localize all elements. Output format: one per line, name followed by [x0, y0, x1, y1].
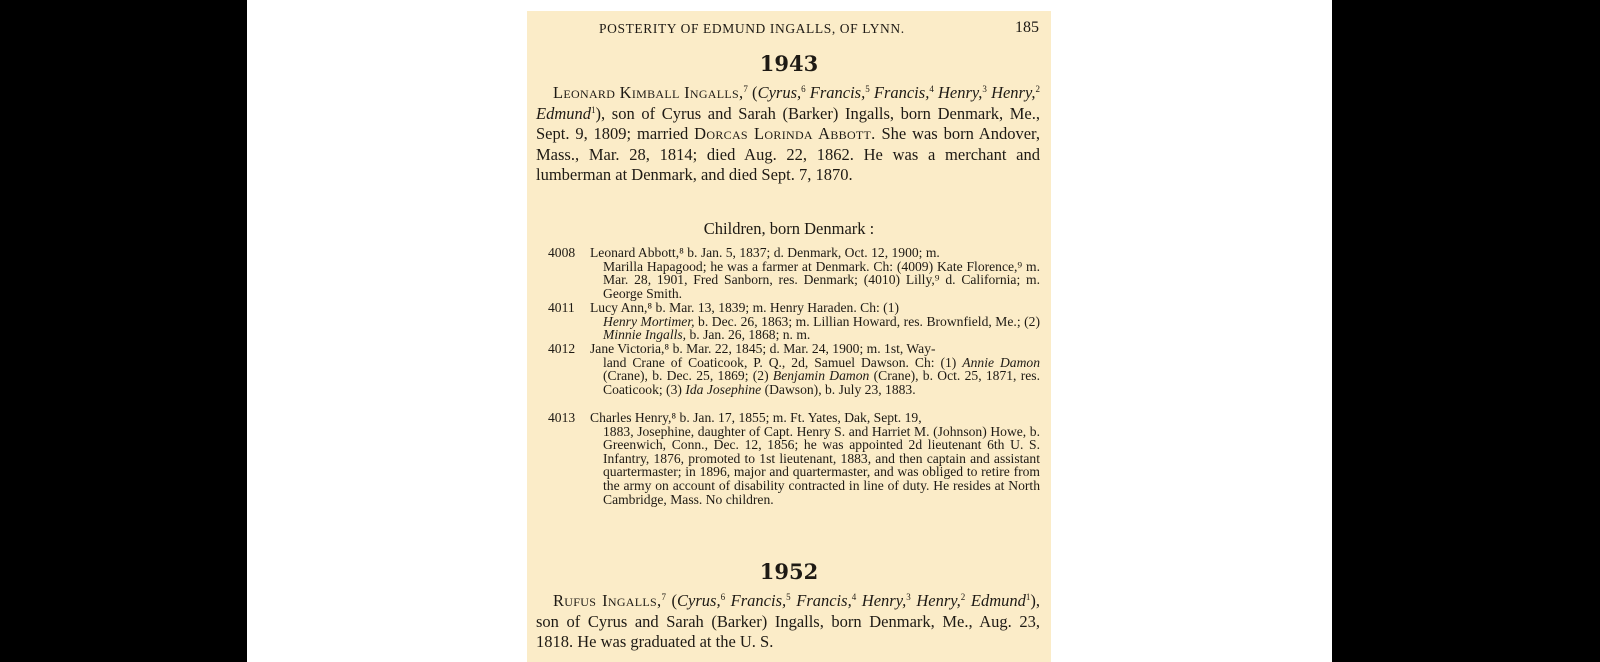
children-heading: Children, born Denmark :	[703, 219, 875, 238]
child-entry-4008	[548, 246, 1040, 300]
child-name: Henry Mortimer,	[603, 313, 695, 329]
generation-sup: 7	[743, 84, 748, 94]
ancestor: Francis,	[873, 83, 930, 102]
ancestor: Henry,	[916, 591, 961, 610]
generation-sup: 2	[1035, 84, 1041, 94]
person-name: Leonard Kimball Ingalls,	[553, 83, 744, 102]
generation-sup: 3	[906, 592, 911, 602]
book-page	[527, 11, 1051, 662]
child-details	[548, 315, 1040, 342]
spouse-name: Dorcas Lorinda Abbott.	[694, 124, 876, 144]
ancestor: Edmund	[536, 103, 591, 123]
child-id: 4008	[548, 245, 576, 260]
child-first-line: Charles Henry,⁸ b. Jan. 17, 1855; m. Ft. Yates, Dak, Sept. 19,	[590, 410, 922, 425]
ancestor: Cyrus,	[757, 83, 802, 102]
child-first-line: Leonard Abbott,⁸ b. Jan. 5, 1837; d. Denmark, Oct. 12, 1900; m.	[590, 245, 940, 260]
child-id: 4013	[548, 410, 576, 425]
generation-sup: 1	[1025, 592, 1031, 602]
child-id: 4012	[548, 341, 576, 356]
child-text: (Crane), b. Oct. 25, 1871, res. Coaticook; (3)	[603, 368, 1040, 397]
child-first-line: Jane Victoria,⁸ b. Mar. 22, 1845; d. Mar. 24, 1900; m. 1st, Way-	[590, 341, 936, 356]
running-header	[527, 20, 1051, 40]
record-text: ), son of Cyrus and Sarah (Barker) Ingalls, born Denmark, Me., Aug. 23, 1818. He was graduated at the U. S.	[536, 591, 1041, 652]
child-text: (Crane), b. Dec. 25, 1869; (2)	[603, 368, 773, 384]
ancestor: Francis,	[796, 591, 852, 610]
child-text: b. Jan. 26, 1868; n. m.	[686, 327, 811, 343]
child-name: Ida Josephine	[685, 381, 762, 397]
generation-sup: 6	[801, 84, 806, 94]
record-1943-paragraph: Leonard Kimball Ingalls,$^7$ (Cyrus,$^6$ Francis,$^5$ Francis,$^4$ Henry,$^3$ Henry,$^2$ Edmund$^1$), son of Cyrus and Sarah (Barker) Ingalls, born Denmark, Me., Sept. 9, 1809; married Dorcas Lorinda Abbott. She was born Andover, Mass., Mar. 28, 1814; died Aug. 22, 1862. He was a merchant and lumberman at Denmark, and died Sept. 7, 1870.	[536, 83, 1041, 185]
generation-sup: 7	[661, 592, 666, 602]
generation-sup: 4	[851, 592, 857, 602]
child-details: 1883, Josephine, daughter of Capt. Henry S. and Harriet M. (Johnson) Howe, b. Greenwich, Conn., Dec. 12, 1856; he was appointed 2d lieutenant 6th U. S. Infantry, 1876, promoted to 1st lieutenant, 1883, and then captain and assistant quartermaster; in 1896, major and quartermaster, and was obliged to retire from the army on account of disability contracted in line of duty. He resides at North Cambridge, Mass. No children.	[603, 423, 1040, 507]
record-text: She was born Andover, Mass., Mar. 28, 1814; died Aug. 22, 1862. He was a merchant and lumberman at Denmark, and died Sept. 7, 1870.	[536, 124, 1040, 185]
person-name: Rufus Ingalls,	[553, 591, 662, 610]
child-text: b. Dec. 26, 1863; m. Lillian Howard, res. Brownfield, Me.; (2)	[694, 313, 1040, 329]
generation-sup: 5	[865, 84, 870, 94]
page-number: 185	[1015, 19, 1039, 36]
child-details	[548, 356, 1040, 397]
child-text: (Dawson), b. July 23, 1883.	[761, 381, 916, 397]
ancestor: Henry,	[991, 83, 1036, 102]
child-entry-4012	[548, 342, 1040, 396]
child-name: Minnie Ingalls,	[603, 327, 687, 343]
ancestor: Edmund	[970, 591, 1026, 610]
child-entry-4013	[548, 411, 1040, 506]
ancestor: Henry,	[861, 591, 907, 610]
ancestor: Francis,	[809, 83, 866, 102]
child-entry-4011	[548, 301, 1040, 342]
child-id: 4011	[548, 300, 575, 315]
record-text: ), son of Cyrus and Sarah (Barker) Ingalls, born Denmark, Me., Sept. 9, 1809; married	[536, 103, 1040, 144]
record-number-1952: 1952	[759, 559, 819, 584]
generation-sup: 3	[982, 84, 987, 94]
running-header-title: POSTERITY OF EDMUND INGALLS, OF LYNN.	[599, 21, 905, 36]
ancestor: Henry,	[937, 83, 983, 102]
generation-sup: 5	[786, 592, 791, 602]
generation-sup: 1	[591, 104, 596, 115]
record-1952-paragraph: Rufus Ingalls,$^7$ (Cyrus,$^6$ Francis,$^5$ Francis,$^4$ Henry,$^3$ Henry,$^2$ Edmund$^1$), son of Cyrus and Sarah (Barker) Ingalls, born Denmark, Me., Aug. 23, 1818. He was graduated at the U. S.	[536, 591, 1041, 652]
child-name: Annie Damon	[962, 354, 1040, 370]
child-details: Marilla Hapagood; he was a farmer at Denmark. Ch: (4009) Kate Florence,⁹ m. Mar. 28, 1901, Fred Sanborn, res. Denmark; (4010) Lilly,⁹ d. California; m. George Smith.	[603, 258, 1040, 301]
generation-sup: 6	[720, 592, 726, 602]
child-text: land Crane of Coaticook, P. Q., 2d, Samuel Dawson. Ch: (1)	[603, 354, 963, 370]
generation-sup: 4	[929, 84, 934, 94]
record-number-1943: 1943	[759, 51, 819, 76]
generation-sup: 2	[960, 592, 966, 602]
ancestor: Francis,	[730, 591, 787, 610]
child-name: Benjamin Damon	[772, 368, 870, 384]
child-first-line: Lucy Ann,⁸ b. Mar. 13, 1839; m. Henry Haraden. Ch: (1)	[590, 300, 900, 315]
ancestor: Cyrus,	[677, 591, 721, 610]
